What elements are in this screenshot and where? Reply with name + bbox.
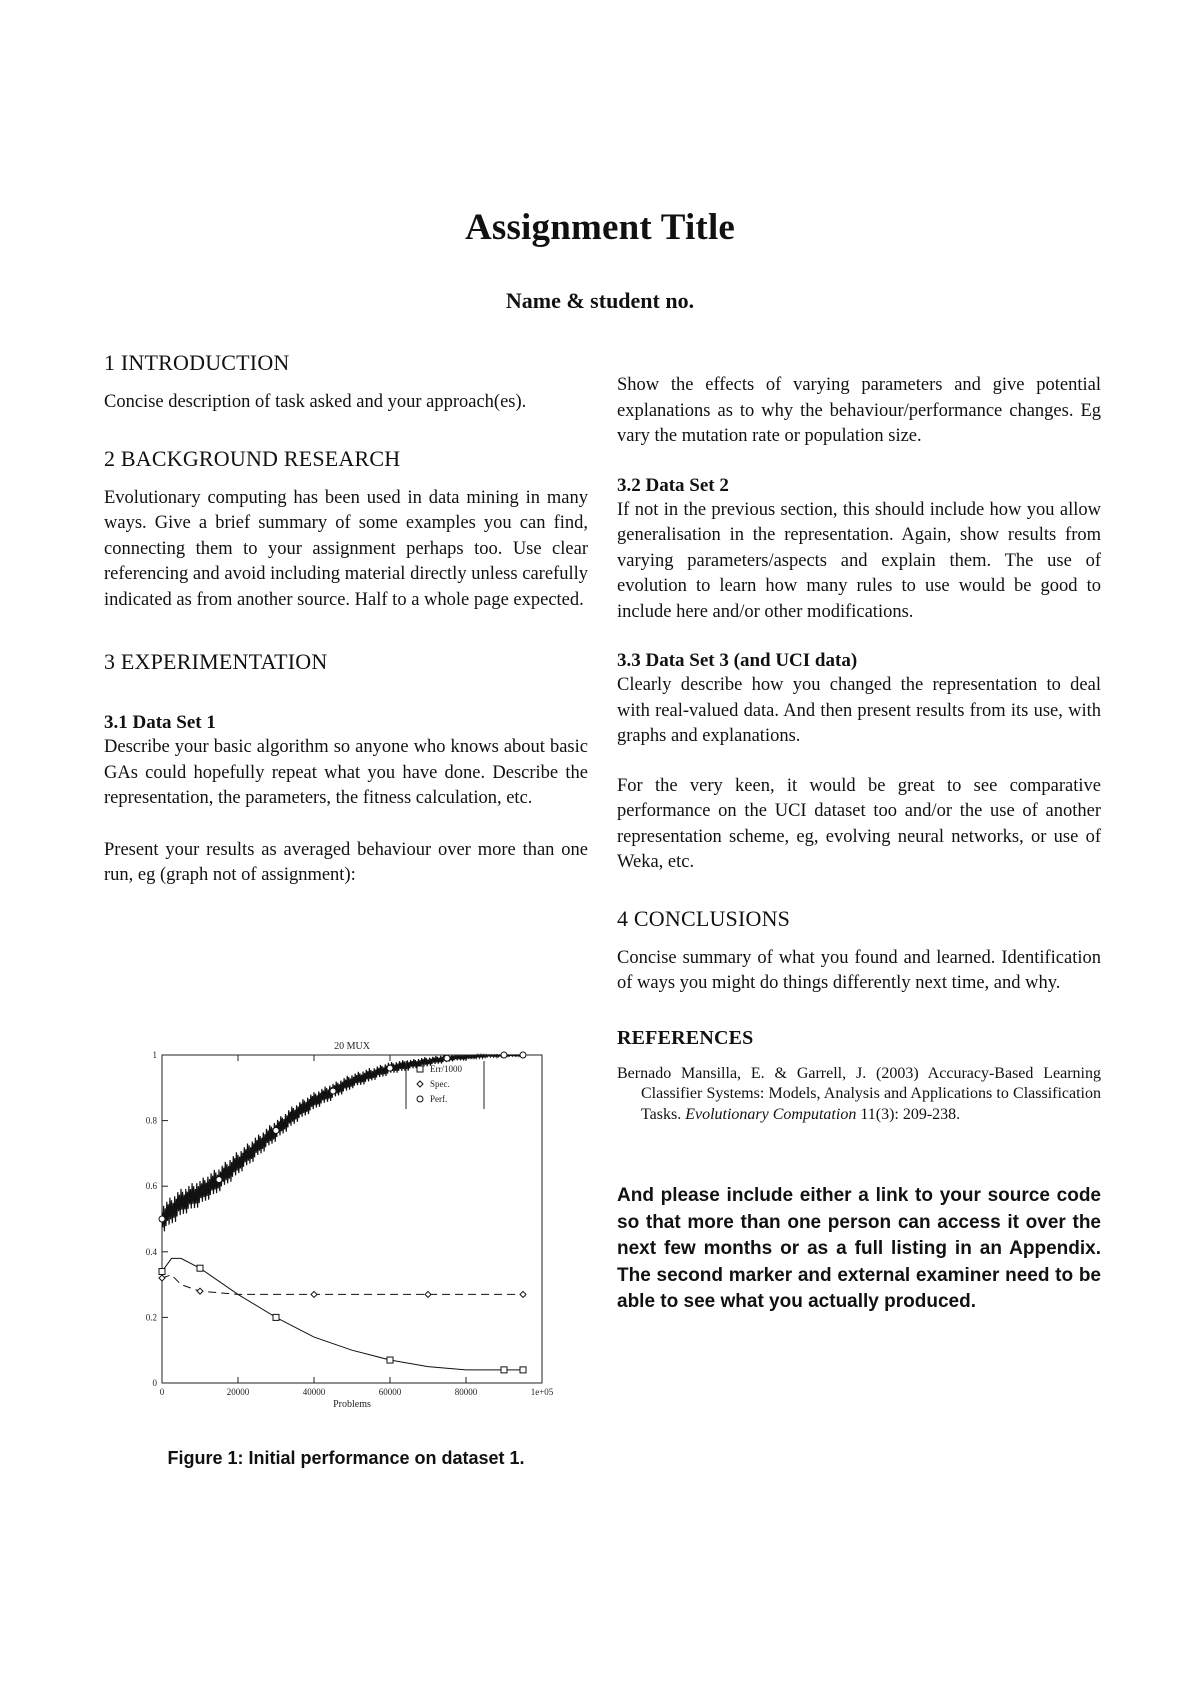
background-paragraph: Evolutionary computing has been used in data mining in many ways. Give a brief summary of some examples you can find, connecting them to your assignment perhaps too. Use clear referencing and avoid including material directly unless carefully indicated as from another source. Half to a whole page expected.	[104, 487, 588, 610]
x-tick-label: 80000	[454, 1387, 478, 1397]
x-tick-label: 40000	[302, 1387, 326, 1397]
legend-marker	[417, 1066, 423, 1072]
chart-legend	[406, 1061, 484, 1109]
data-point	[159, 1275, 165, 1281]
dataset1-paragraph: Describe your basic algorithm so anyone who knows about basic GAs could hopefully repeat what you have done. Describe the representation, the parameters, the fitness calculation, etc.	[104, 737, 588, 808]
results-paragraph: Present your results as averaged behaviour over more than one run, eg (graph not of assignment):	[104, 839, 588, 885]
dataset1-continued-paragraph: Show the effects of varying parameters and give potential explanations as to why the behaviour/performance changes. Eg vary the mutation rate or population size.	[617, 375, 1101, 446]
intro-heading: 1 INTRODUCTION	[104, 350, 290, 375]
dataset1-heading: 3.1 Data Set 1	[104, 712, 216, 733]
y-tick-label: 0.4	[145, 1246, 157, 1257]
data-point	[159, 1216, 165, 1222]
reference-volume: 11(3): 209-238.	[856, 1105, 961, 1123]
x-tick-label: 60000	[378, 1387, 402, 1397]
background-heading: 2 BACKGROUND RESEARCH	[104, 445, 401, 471]
chart-axes	[146, 1041, 554, 1410]
source-code-note: And please include either a link to your source code so that more than one person can access it over the next few months or as a full listing in an Appendix. The second marker and external examiner need to be able to see what you actually produced.	[617, 1185, 1101, 1312]
x-tick-label: 20000	[226, 1387, 250, 1397]
dataset2-heading: 3.2 Data Set 2	[617, 474, 729, 496]
chart-title: 20 MUX	[334, 1041, 370, 1052]
y-tick-label: 0	[152, 1378, 157, 1388]
reference-journal: Evolutionary Computation	[685, 1105, 857, 1123]
legend-label: Spec.	[430, 1079, 450, 1089]
y-tick-label: 1	[152, 1050, 157, 1060]
dataset3-heading: 3.3 Data Set 3 (and UCI data)	[617, 650, 858, 671]
reference-text: Bernado Mansilla, E. & Garrell, J. (2003) Accuracy-Based Learning Classifier Systems: Models, Analysis and Applications to Classification Tasks.	[617, 1064, 1101, 1123]
data-point	[387, 1065, 393, 1071]
data-point	[444, 1055, 450, 1061]
document-title: Assignment Title	[464, 207, 736, 248]
y-tick-label: 0.2	[145, 1312, 157, 1323]
left-column	[104, 350, 588, 889]
legend-marker	[417, 1096, 423, 1102]
author-line: Name & student no.	[505, 288, 695, 313]
data-point	[311, 1291, 317, 1297]
conclusions-heading: 4 CONCLUSIONS	[617, 905, 791, 931]
data-point	[520, 1291, 526, 1297]
data-point	[425, 1291, 431, 1297]
plot-frame	[162, 1055, 542, 1383]
reference-entry	[617, 1064, 1101, 1126]
figure-caption: Figure 1: Initial performance on dataset 1.	[167, 1448, 525, 1468]
data-point	[159, 1268, 165, 1274]
right-column	[617, 350, 1101, 1316]
data-point	[501, 1367, 507, 1373]
data-point	[216, 1177, 222, 1183]
y-tick-label: 0.8	[145, 1115, 157, 1126]
dataset2-paragraph: If not in the previous section, this should include how you allow generalisation in the representation. Again, show results from varying parameters/aspects and explain them. The use of evolution to learn how many rules to use would be good to include here and/or other modifications.	[617, 499, 1101, 622]
dataset3-paragraph: Clearly describe how you changed the representation to deal with real-valued data. And then present results from its use, with graphs and explanations.	[617, 675, 1101, 746]
conclusions-paragraph: Concise summary of what you found and learned. Identification of ways you might do things differently next time, and why.	[617, 947, 1101, 993]
data-point	[197, 1265, 203, 1271]
intro-paragraph: Concise description of task asked and your approach(es).	[104, 392, 527, 412]
legend-label: Err/1000	[430, 1064, 462, 1074]
data-point	[520, 1052, 526, 1058]
x-axis-label: Problems	[333, 1399, 371, 1410]
performance-chart	[140, 1035, 560, 1410]
chart-series	[159, 1052, 526, 1373]
y-tick-label: 0.6	[145, 1181, 157, 1192]
experimentation-heading: 3 EXPERIMENTATION	[104, 649, 328, 674]
x-tick-label: 1e+05	[530, 1387, 554, 1397]
data-point	[501, 1052, 507, 1058]
x-tick-label: 0	[159, 1387, 165, 1397]
data-point	[387, 1357, 393, 1363]
data-point	[273, 1127, 279, 1133]
data-point	[273, 1314, 279, 1320]
series-line-spec	[162, 1275, 523, 1295]
legend-label: Perf.	[430, 1094, 448, 1104]
series-line-perf	[162, 1055, 523, 1231]
data-point	[330, 1088, 336, 1094]
legend-marker	[417, 1081, 423, 1087]
series-line-err	[162, 1258, 523, 1370]
data-point	[197, 1288, 203, 1294]
data-point	[520, 1367, 526, 1373]
keen-paragraph: For the very keen, it would be great to see comparative performance on the UCI dataset too and/or the use of another representation scheme, eg, evolving neural networks, or use of Weka, etc.	[617, 775, 1101, 872]
references-heading: REFERENCES	[617, 1026, 754, 1049]
